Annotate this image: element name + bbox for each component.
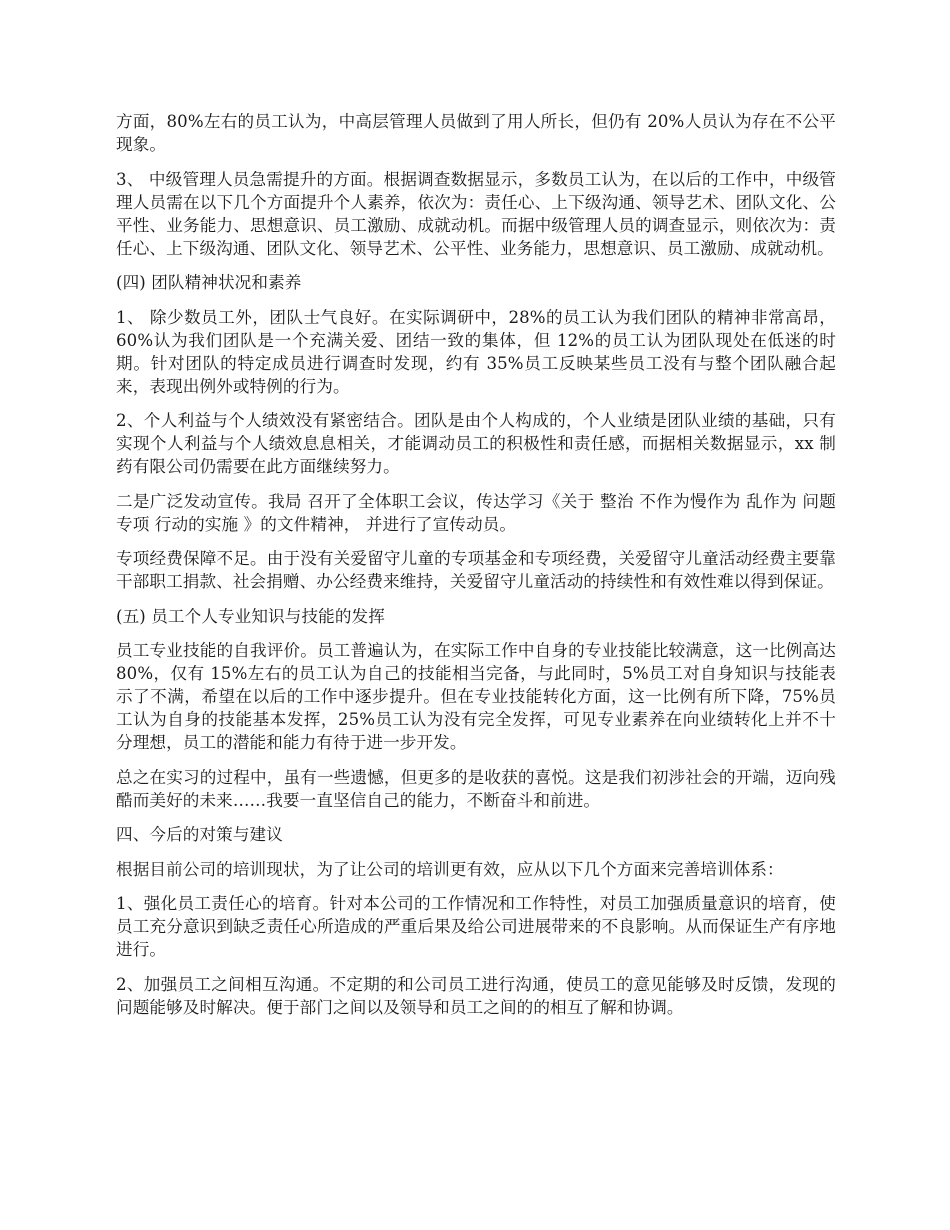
paragraph-communication: 2、加强员工之间相互沟通。不定期的和公司员工进行沟通，使员工的意见能够及时反馈，发现的问题能够及时解决。便于部门之间以及领导和员工之间的的相互了解和协调。: [116, 974, 836, 1017]
paragraph-middle-management-improvement: 3、 中级管理人员急需提升的方面。根据调查数据显示，多数员工认为，在以后的工作中，中级管理人员需在以下几个方面提升个人素养，依次为：责任心、上下级沟通、领导艺术、团队文化、公平性、业务能力、思想意识、员工激励、成就动机。而据中级管理人员的调查显示，则依次为：责任心、上下级沟通、团队文化、领导艺术、公平性、业务能力，思想意识、员工激励、成就动机。: [116, 169, 836, 258]
paragraph-personal-interest: 2、个人利益与个人绩效没有紧密结合。团队是由个人构成的，个人业绩是团队业绩的基础，只有实现个人利益与个人绩效息息相关，才能调动员工的积极性和责任感，而据相关数据显示，xx 制药有限公司仍需要在此方面继续努力。: [116, 411, 836, 476]
section-heading-recommendations: 四、今后的对策与建议: [116, 825, 283, 844]
section-heading-team-spirit: (四) 团队精神状况和素养: [116, 273, 302, 292]
paragraph-responsibility: 1、强化员工责任心的培育。针对本公司的工作情况和工作特性，对员工加强质量意识的培育，使员工充分意识到缺乏责任心所造成的严重后果及给公司进展带来的不良影响。从而保证生产有序地进行。: [116, 894, 836, 959]
paragraph-training-intro: 根据目前公司的培训现状，为了让公司的培训更有效，应从以下几个方面来完善培训体系：: [116, 859, 784, 879]
paragraph-internship-summary: 总之在实习的过程中，虽有一些遗憾，但更多的是收获的喜悦。这是我们初涉社会的开端，迈向残酷而美好的未来……我要一直坚信自己的能力，不断奋斗和前进。: [116, 767, 836, 810]
section-heading-professional-skills: (五) 员工个人专业知识与技能的发挥: [116, 606, 385, 626]
paragraph-management-fairness: 方面，80%左右的员工认为，中高层管理人员做到了用人所长，但仍有 20%人员认为存在不公平现象。: [116, 112, 836, 154]
document-page: [116, 110, 836, 1030]
paragraph-skill-self-evaluation: 员工专业技能的自我评价。员工普遍认为，在实际工作中自身的专业技能比较满意，这一比例高达 80%，仅有 15%左右的员工认为自己的技能相当完备，与此同时，5%员工对自身知识与技能表示了不满，希望在以后的工作中逐步提升。但在专业技能转化方面，这一比例有所下降，75%员工认为自身的技能基本发挥，25%员工认为没有完全发挥，可见专业素养在向业绩转化上并不十分理想，员工的潜能和能力有待于进一步开发。: [116, 641, 836, 752]
paragraph-publicity: 二是广泛发动宣传。我局 召开了全体职工会议，传达学习《关于 整治 不作为慢作为 乱作为 问题专项 行动的实施 》的文件精神， 并进行了宣传动员。: [116, 491, 836, 534]
paragraph-team-morale: 1、 除少数员工外，团队士气良好。在实际调研中，28%的员工认为我们团队的精神非常高昂，60%认为我们团队是一个充满关爱、团结一致的集体，但 12%的员工认为团队现处在低迷的时期。针对团队的特定成员进行调查时发现，约有 35%员工反映某些员工没有与整个团队融合起来，表现出例外或特例的行为。: [116, 307, 836, 396]
paragraph-funding: 专项经费保障不足。由于没有关爱留守儿童的专项基金和专项经费，关爱留守儿童活动经费主要靠干部职工捐款、社会捐赠、办公经费来维持，关爱留守儿童活动的持续性和有效性难以得到保证。: [116, 549, 836, 591]
